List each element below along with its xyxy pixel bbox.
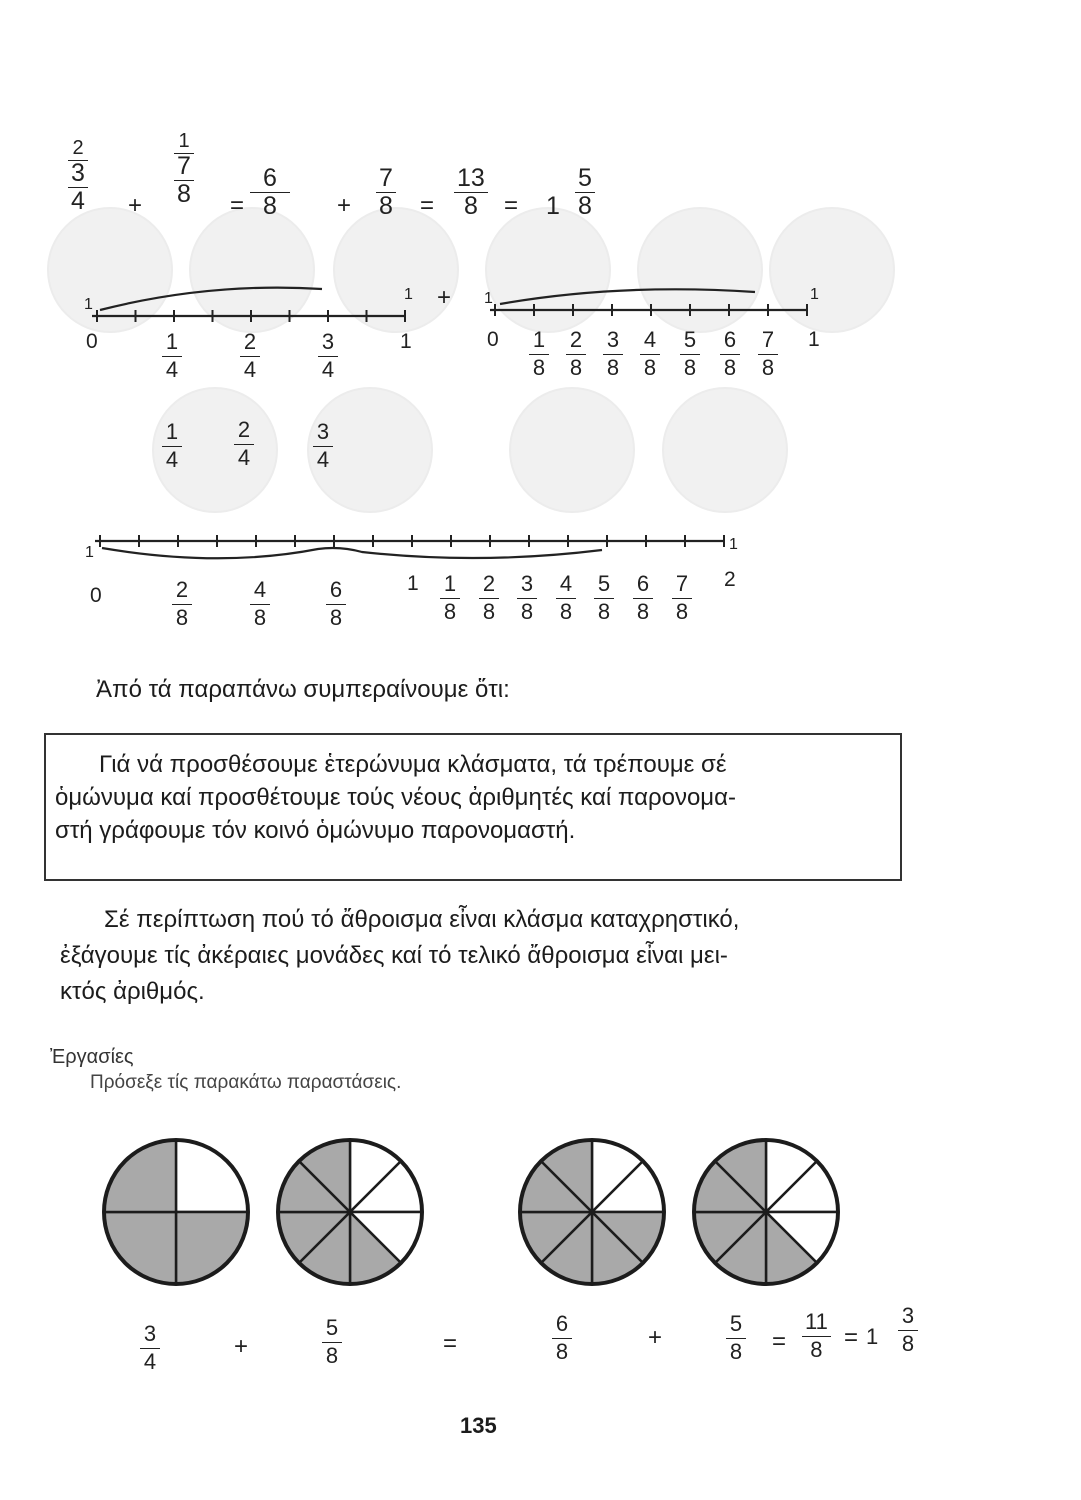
numerator: 4 (640, 328, 660, 355)
plus-sign: + (648, 1324, 663, 1351)
mixed-whole: 1 (866, 1324, 879, 1349)
numerator: 6 (552, 1312, 572, 1339)
numerator: 3 (318, 330, 338, 357)
exercises-instruction: Πρόσεξε τίς παρακάτω παραστάσεις. (90, 1072, 402, 1093)
equals-sign: = (443, 1330, 458, 1357)
rule-line: Γιά νά προσθέσουμε ἑτερώνυμα κλάσματα, τά τρέπουμε σέ (99, 751, 727, 778)
equals-sign: = (844, 1324, 859, 1351)
note-line: Σέ περίπτωση πού τό ἄθροισμα εἶναι κλάσμα καταχρηστικό, (104, 906, 740, 933)
denominator: 8 (379, 192, 393, 220)
denominator: 8 (263, 192, 277, 220)
tick-label-zero: 0 (90, 584, 102, 607)
conclusion-intro: Ἀπό τά παραπάνω συμπεραίνουμε ὅτι: (96, 676, 510, 703)
rule-line: στή γράφουμε τόν κοινό ὁμώνυμο παρονομαστή. (55, 817, 576, 844)
denominator: 8 (810, 1337, 823, 1362)
numerator: 1 (162, 330, 182, 357)
denominator: 8 (177, 180, 191, 208)
plus-sign: + (437, 284, 452, 311)
numerator: 4 (250, 578, 270, 605)
denominator: 8 (555, 1339, 569, 1364)
numerator: 1 (162, 420, 182, 447)
exercises-heading: Ἐργασίες (50, 1046, 134, 1068)
numerator: 2 (234, 418, 254, 445)
denominator: 4 (143, 1349, 157, 1374)
tick-label-one: 1 (808, 328, 820, 351)
line-end-label: 1 (484, 290, 493, 307)
denominator: 8 (329, 605, 343, 630)
numerator: 5 (594, 572, 614, 599)
numerator: 5 (726, 1312, 746, 1339)
numerator: 3 (140, 1322, 160, 1349)
tick-label-two: 2 (724, 568, 736, 591)
numerator: 7 (376, 166, 396, 193)
denominator: 8 (443, 599, 457, 624)
note-line: κτός ἀριθμός. (60, 978, 205, 1005)
equals-sign: = (504, 192, 519, 219)
denominator: 8 (723, 355, 737, 380)
tick-label-one: 1 (400, 330, 412, 353)
equals-sign: = (772, 1328, 787, 1355)
numerator: 6 (633, 572, 653, 599)
numerator: 2 (566, 328, 586, 355)
denominator: 8 (683, 355, 697, 380)
line-end-label: 1 (85, 544, 94, 561)
equals-sign: = (420, 192, 435, 219)
numerator: 2 (172, 578, 192, 605)
denominator: 4 (316, 447, 330, 472)
denominator: 8 (463, 192, 478, 220)
plus-sign: + (337, 192, 352, 219)
numerator: 1 (529, 328, 549, 355)
denominator: 8 (578, 192, 592, 220)
fraction-11-over-8 (802, 1310, 831, 1362)
denominator: 8 (606, 355, 620, 380)
numerator: 3 (898, 1304, 918, 1331)
denominator: 4 (243, 357, 257, 382)
denominator: 8 (675, 599, 689, 624)
denominator: 8 (597, 599, 611, 624)
denominator: 8 (636, 599, 650, 624)
numerator: 5 (322, 1316, 342, 1343)
denominator: 4 (71, 187, 85, 215)
line-end-label: 1 (84, 296, 93, 313)
fraction-circle (104, 1140, 248, 1284)
numerator: 3 (68, 161, 88, 188)
denominator: 8 (532, 355, 546, 380)
numerator: 11 (802, 1310, 831, 1337)
numerator: 13 (454, 166, 488, 193)
denominator: 8 (175, 605, 189, 630)
numerator: 2 (240, 330, 260, 357)
numerator: 2 (479, 572, 499, 599)
line-end-label: 1 (404, 286, 413, 303)
denominator: 8 (729, 1339, 743, 1364)
plus-sign: + (128, 192, 143, 219)
fraction-circle (520, 1140, 664, 1284)
fraction-6-over-8 (552, 1312, 572, 1364)
denominator: 8 (520, 599, 534, 624)
numerator: 3 (603, 328, 623, 355)
numerator: 3 (313, 420, 333, 447)
denominator: 8 (482, 599, 496, 624)
denominator: 8 (253, 605, 267, 630)
fraction-circle (694, 1140, 838, 1284)
line-end-label: 1 (729, 536, 738, 553)
page-number: 135 (460, 1413, 497, 1438)
denominator: 8 (901, 1331, 915, 1356)
tick-label-zero: 0 (86, 330, 98, 353)
denominator: 8 (559, 599, 573, 624)
note-line: ἐξάγουμε τίς ἀκέραιες μονάδες καί τό τελικό ἄθροισμα εἶναι μει- (60, 942, 728, 969)
small-numerator: 2 (68, 138, 88, 161)
denominator: 4 (165, 447, 179, 472)
line-end-label: 1 (810, 286, 819, 303)
numerator: 6 (250, 166, 290, 193)
numerator: 5 (575, 166, 595, 193)
numerator: 7 (758, 328, 778, 355)
tick-label-one: 1 (407, 572, 419, 595)
numerator: 1 (440, 572, 460, 599)
denominator: 8 (761, 355, 775, 380)
numerator: 6 (720, 328, 740, 355)
equals-sign: = (230, 192, 245, 219)
mixed-whole: 1 (546, 192, 560, 220)
numerator: 4 (556, 572, 576, 599)
fraction-5-over-8 (322, 1316, 342, 1368)
plus-sign: + (234, 1333, 249, 1360)
fraction-3-over-4 (140, 1322, 160, 1374)
fraction-circle (278, 1140, 422, 1284)
rule-line: ὁμώνυμα καί προσθέτουμε τούς νέους ἀριθμητές καί παρονομα- (55, 784, 736, 811)
numerator: 5 (680, 328, 700, 355)
denominator: 4 (237, 445, 251, 470)
denominator: 8 (325, 1343, 339, 1368)
denominator: 4 (321, 357, 335, 382)
tick-label-zero: 0 (487, 328, 499, 351)
numerator: 7 (672, 572, 692, 599)
numerator: 7 (174, 154, 194, 181)
fraction-5-over-8 (726, 1312, 746, 1364)
small-numerator: 1 (174, 131, 194, 154)
denominator: 4 (165, 357, 179, 382)
numerator: 3 (517, 572, 537, 599)
denominator: 8 (569, 355, 583, 380)
numerator: 6 (326, 578, 346, 605)
denominator: 8 (643, 355, 657, 380)
mixed-fraction-3-over-8 (898, 1304, 918, 1356)
